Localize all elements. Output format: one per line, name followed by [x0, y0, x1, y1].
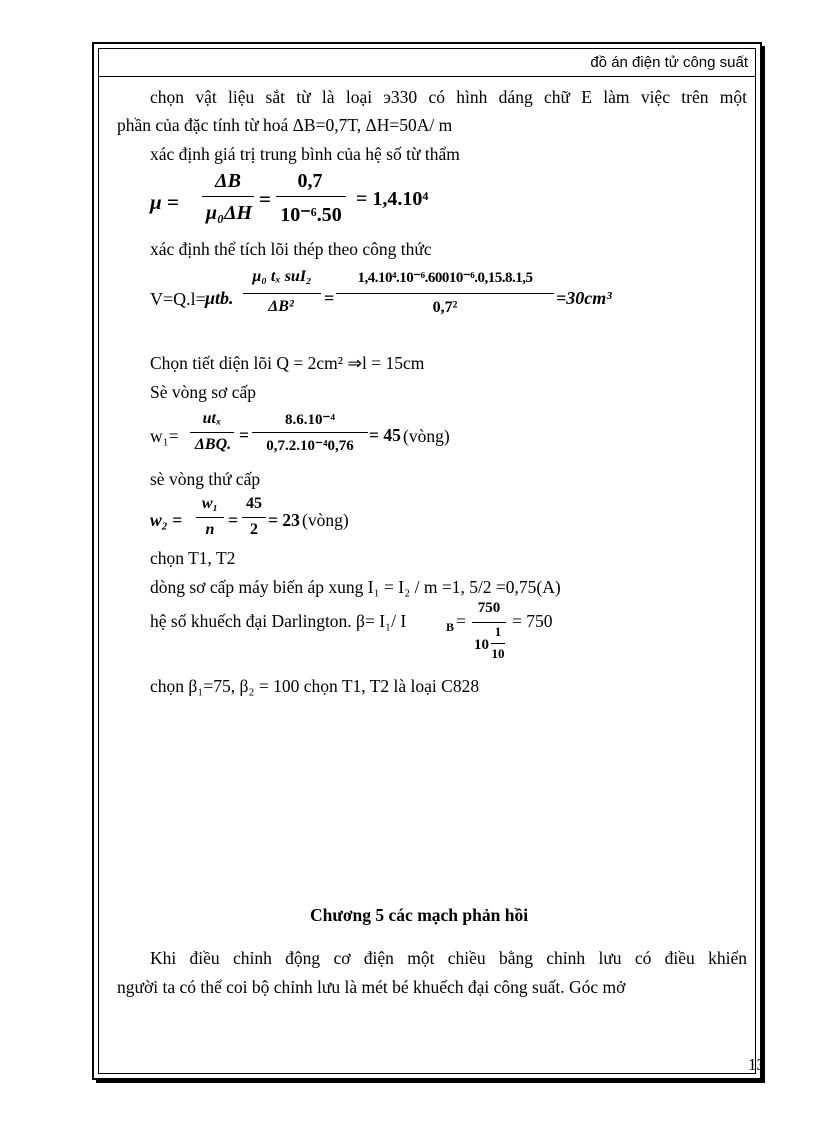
formula-volume-result: =30cm³ — [556, 288, 612, 308]
formula-w2-den2: 2 — [250, 521, 258, 538]
formula-w1-eq1: = — [239, 425, 249, 445]
formula-w1-bar2 — [252, 432, 368, 433]
formula-volume-mutb: μtb. — [205, 288, 234, 308]
formula-w2-num1: w₁ — [201, 495, 219, 512]
formula-w1-num2: 8.6.10⁻⁴ — [285, 412, 335, 428]
formula-w1-bar1 — [190, 432, 234, 433]
formula-mu-bar2 — [276, 196, 346, 197]
formula-beta-bar — [472, 622, 506, 623]
formula-volume-lhs: V=Q.l= — [150, 289, 206, 309]
formula-w2-num2: 45 — [246, 495, 262, 512]
formula-volume-bar2 — [336, 293, 554, 294]
formula-w2-bar2 — [242, 517, 266, 518]
formula-beta-den-frac-bar — [491, 643, 505, 644]
formula-volume-bar1 — [243, 293, 321, 294]
text-line-7: sè vòng thứ cấp — [150, 469, 261, 489]
formula-volume-eq1: = — [324, 288, 335, 308]
formula-mu-lhs: μ = — [150, 190, 179, 214]
formula-mu-den1: μ₀ΔH — [205, 202, 253, 224]
formula-mu-eq1: = — [259, 187, 271, 211]
formula-beta-result: = 750 — [512, 611, 553, 631]
text-line-10: hệ số khuếch đại Darlington. β= I₁/ I — [150, 611, 407, 631]
formula-beta-den-int: 10 — [474, 637, 489, 653]
paragraph-line-2: người ta có thể coi bộ chỉnh lưu là mét bé khuếch đại công suất. Góc mở — [117, 977, 626, 997]
chapter-title: Chương 5 các mạch phản hồi — [310, 905, 529, 925]
formula-volume-den2: 0,7² — [432, 299, 458, 316]
formula-w1-unit: (vòng) — [403, 426, 450, 446]
text-line-1: chọn vật liệu sắt từ là loại э330 có hình dáng chữ E làm việc trên một — [150, 87, 747, 107]
formula-volume-num1: μ₀ tₓ suI₂ — [252, 268, 312, 285]
formula-w1-den2: 0,7.2.10⁻⁴0,76 — [266, 438, 354, 454]
text-line-3: xác định giá trị trung bình của hệ số từ thẩm — [150, 144, 460, 164]
formula-w1-num1: utₓ — [202, 410, 222, 427]
formula-w2-eq1: = — [228, 510, 238, 530]
text-line-2: phần của đặc tính từ hoá ΔB=0,7T, ΔH=50A/ m — [117, 115, 453, 135]
text-line-11: chọn β₁=75, β₂ = 100 chọn T1, T2 là loại C828 — [150, 676, 480, 696]
formula-mu-result: = 1,4.10⁴ — [356, 188, 429, 210]
formula-w1-den1: ΔBQ. — [194, 436, 232, 453]
page-border-shadow-right — [762, 46, 765, 1082]
formula-beta-num: 750 — [477, 600, 501, 616]
running-header: đồ án điện tử công suất — [590, 54, 748, 71]
formula-beta-sub: B — [446, 620, 455, 634]
formula-beta-den-frac-den: 10 — [491, 646, 505, 661]
formula-beta-den-frac-num: 1 — [494, 624, 502, 639]
text-line-8: chọn T1, T2 — [150, 548, 236, 568]
formula-w2-unit: (vòng) — [302, 510, 349, 530]
formula-w2-bar1 — [196, 517, 224, 518]
text-line-6: Sè vòng sơ cấp — [150, 382, 256, 402]
header-rule — [99, 76, 755, 77]
paragraph-line-1: Khi điều chỉnh động cơ điện một chiều bằng chỉnh lưu có điều khiển — [150, 948, 747, 968]
text-line-4: xác định thể tích lõi thép theo công thức — [150, 239, 432, 259]
page-number: 13 — [748, 1055, 765, 1074]
formula-mu-bar1 — [202, 196, 254, 197]
formula-mu-num1: ΔB — [215, 170, 241, 192]
formula-beta-eq: = — [456, 611, 466, 631]
page-border-shadow-bottom — [96, 1080, 765, 1083]
formula-w2-lhs: w₂ = — [150, 510, 183, 530]
formula-w1-result: = 45 — [369, 425, 401, 445]
text-line-9: dòng sơ cấp máy biến áp xung I₁ = I₂ / m =1, 5/2 =0,75(A) — [150, 577, 561, 597]
formula-w1-lhs: w₁= — [150, 426, 179, 446]
formula-w2-result: = 23 — [268, 510, 300, 530]
formula-mu-den2: 10⁻⁶.50 — [280, 204, 342, 226]
formula-volume-num2: 1,4.10⁴.10⁻⁶.60010⁻⁶.0,15.8.1,5 — [357, 270, 533, 286]
formula-w2-den1: n — [205, 521, 215, 538]
formula-volume-den1: ΔB² — [268, 298, 294, 315]
text-line-5: Chọn tiết diện lõi Q = 2cm² ⇒l = 15cm — [150, 353, 425, 373]
formula-mu-num2: 0,7 — [297, 170, 323, 192]
